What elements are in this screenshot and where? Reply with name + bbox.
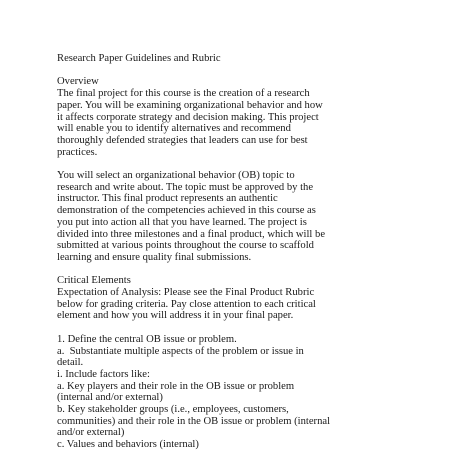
overview-line: practices. [57, 146, 98, 158]
document-title: Research Paper Guidelines and Rubric [57, 53, 221, 64]
critical-elements-heading: Critical Elements [57, 275, 131, 287]
criteria-list [57, 334, 427, 451]
paragraph-line: research and write about. The topic must be approved by the [57, 181, 314, 193]
topic-paragraph [57, 170, 427, 264]
overview-line: will enable you to identify alternatives and recommend [57, 123, 291, 135]
overview-line: The final project for this course is the creation of a research [57, 88, 310, 100]
critical-elements-line: Expectation of Analysis: Please see the Final Product Rubric [57, 287, 315, 299]
overview-heading: Overview [57, 76, 99, 88]
document-page [57, 53, 427, 451]
list-item: detail. [57, 357, 84, 369]
list-item: communities) and their role in the OB issue or problem (internal [57, 415, 331, 427]
list-item: c. Values and behaviors (internal) [57, 439, 199, 451]
paragraph-line: you put into action all that you have learned. The project is [57, 216, 307, 228]
critical-elements-line: element and how you will address it in your final paper. [57, 310, 294, 322]
paragraph-line: demonstration of the competencies achieved in this course as [57, 205, 316, 217]
list-item: (internal and/or external) [57, 392, 163, 404]
overview-line: thoroughly defended strategies that leaders can use for best [57, 134, 308, 146]
list-item: 1. Define the central OB issue or problem. [57, 333, 237, 345]
critical-elements-section [57, 275, 427, 322]
paragraph-line: You will select an organizational behavior (OB) topic to [57, 170, 295, 181]
list-item: a. Key players and their role in the OB issue or problem [57, 380, 295, 392]
overview-section [57, 76, 427, 158]
critical-elements-line: below for grading criteria. Pay close attention to each critical [57, 298, 316, 310]
overview-line: paper. You will be examining organizational behavior and how [57, 99, 323, 111]
overview-line: it affects corporate strategy and decision making. This project [57, 111, 319, 123]
list-item: b. Key stakeholder groups (i.e., employees, customers, [57, 404, 289, 416]
list-item: and/or external) [57, 427, 125, 439]
list-item: i. Include factors like: [57, 368, 150, 380]
list-item: a. Substantiate multiple aspects of the problem or issue in [57, 345, 304, 357]
paragraph-line: divided into three milestones and a final product, which will be [57, 228, 326, 240]
paragraph-line: learning and ensure quality final submissions. [57, 251, 252, 263]
paragraph-line: submitted at various points throughout the course to scaffold [57, 240, 314, 252]
paragraph-line: instructor. This final product represents an authentic [57, 193, 278, 205]
